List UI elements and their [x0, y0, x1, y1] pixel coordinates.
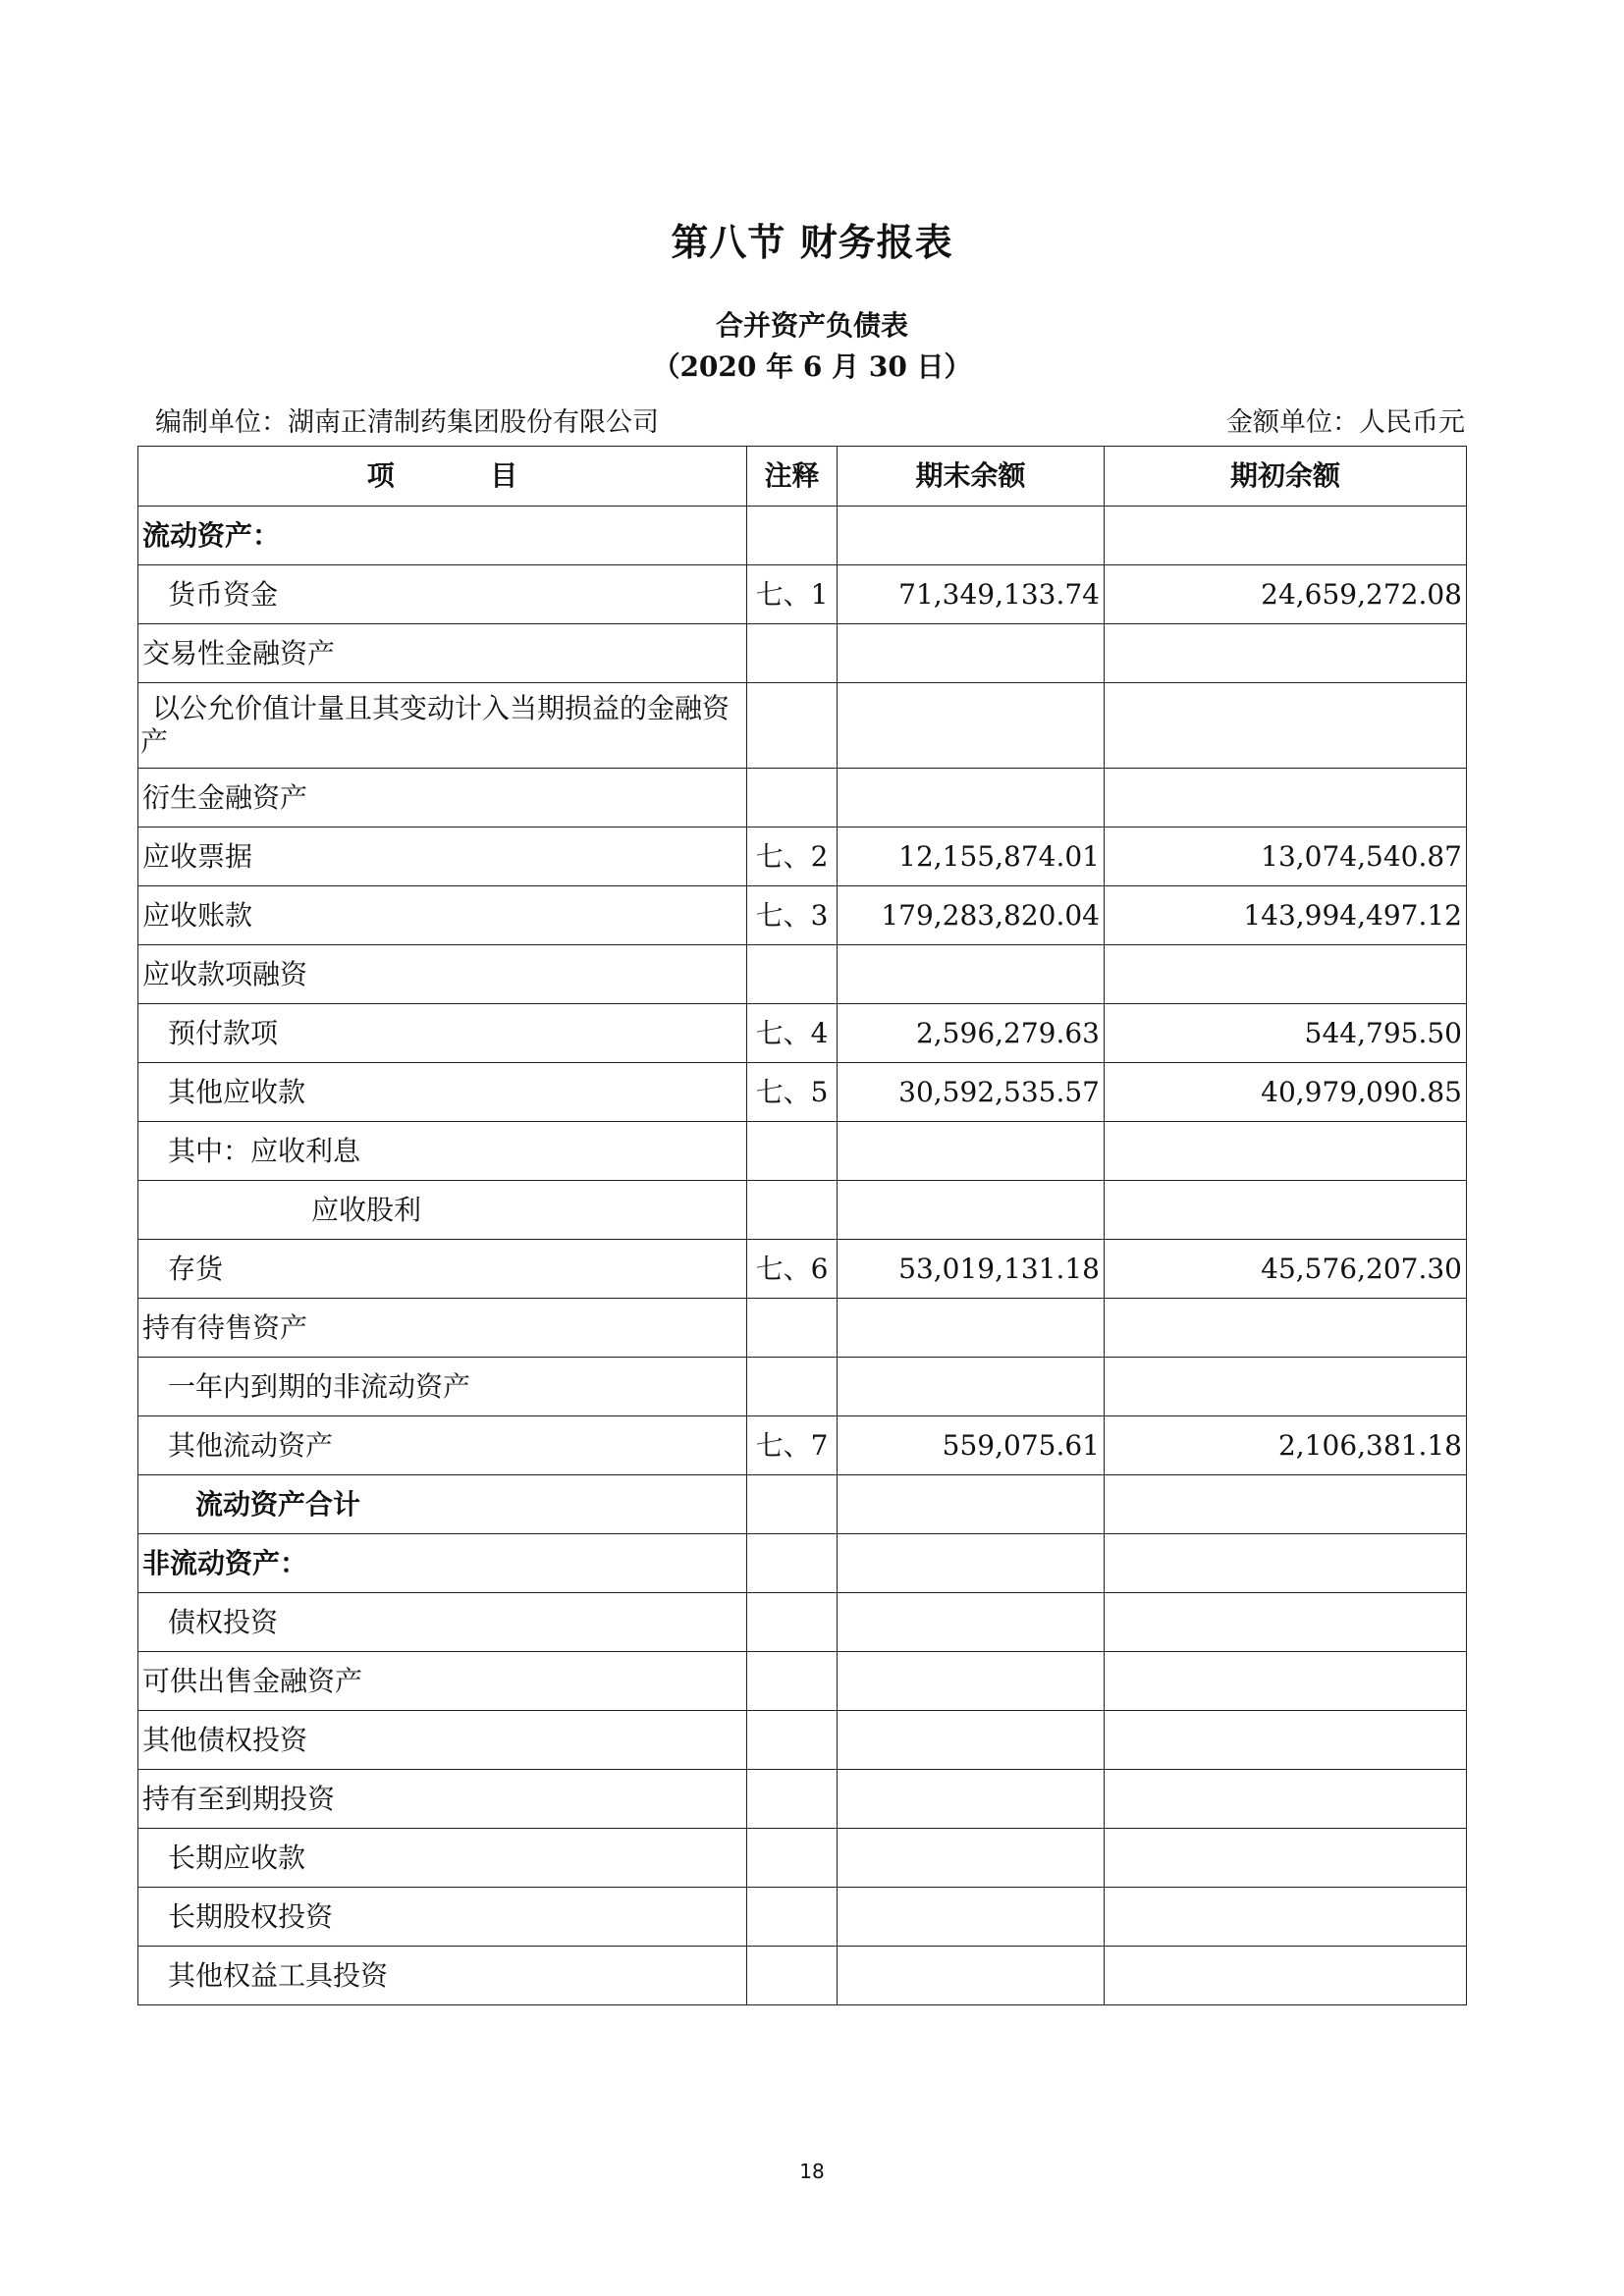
compiler-label: 编制单位：湖南正清制药集团股份有限公司 — [155, 407, 659, 438]
row-end-balance — [838, 1122, 1105, 1181]
row-note — [747, 1829, 838, 1888]
table-row — [138, 683, 1467, 769]
row-item: 债权投资 — [138, 1593, 747, 1652]
row-item: 以公允价值计量且其变动计入当期损益的金融资产 — [138, 683, 747, 769]
row-end-balance — [838, 769, 1105, 828]
row-begin-balance — [1105, 1181, 1467, 1240]
row-begin-balance — [1105, 1358, 1467, 1416]
row-begin-balance — [1105, 1652, 1467, 1711]
row-end-balance — [838, 1770, 1105, 1829]
row-begin-balance — [1105, 1534, 1467, 1593]
page-number: 18 — [799, 2160, 825, 2183]
row-note — [747, 1593, 838, 1652]
row-end-balance — [838, 1888, 1105, 1947]
table-row — [138, 769, 1467, 828]
table-row — [138, 1770, 1467, 1829]
row-note — [747, 1299, 838, 1358]
row-item: 长期股权投资 — [138, 1888, 747, 1947]
table-row — [138, 1299, 1467, 1358]
row-note — [747, 1534, 838, 1593]
row-note — [747, 769, 838, 828]
row-note: 七、4 — [747, 1004, 838, 1063]
row-item: 应收股利 — [138, 1181, 747, 1240]
row-item: 一年内到期的非流动资产 — [138, 1358, 747, 1416]
row-note — [747, 683, 838, 769]
row-item: 持有待售资产 — [138, 1299, 747, 1358]
row-end-balance — [838, 1181, 1105, 1240]
row-begin-balance — [1105, 624, 1467, 683]
row-item: 其他流动资产 — [138, 1416, 747, 1475]
row-end-balance — [838, 1475, 1105, 1534]
row-end-balance — [838, 1299, 1105, 1358]
row-item: 应收账款 — [138, 886, 747, 945]
row-begin-balance — [1105, 1122, 1467, 1181]
row-note — [747, 1181, 838, 1240]
row-end-balance: 179,283,820.04 — [838, 886, 1105, 945]
document-title: 合并资产负债表 — [715, 309, 908, 342]
header-note: 注释 — [747, 447, 838, 507]
currency-unit-label: 金额单位：人民币元 — [1226, 407, 1465, 438]
row-note — [747, 945, 838, 1004]
row-begin-balance: 45,576,207.30 — [1105, 1240, 1467, 1299]
row-item: 其他权益工具投资 — [138, 1947, 747, 2005]
row-end-balance — [838, 683, 1105, 769]
document-date: （2020 年 6 月 30 日） — [652, 350, 972, 383]
row-begin-balance — [1105, 1947, 1467, 2005]
table-row — [138, 1004, 1467, 1063]
row-item: 应收票据 — [138, 828, 747, 886]
table-row — [138, 624, 1467, 683]
row-item: 长期应收款 — [138, 1829, 747, 1888]
row-end-balance — [838, 1358, 1105, 1416]
row-item: 其他债权投资 — [138, 1711, 747, 1770]
balance-sheet-table — [137, 446, 1467, 2005]
row-note: 七、2 — [747, 828, 838, 886]
table-row — [138, 1240, 1467, 1299]
table-row — [138, 886, 1467, 945]
row-end-balance — [838, 1947, 1105, 2005]
row-note — [747, 1888, 838, 1947]
row-end-balance: 53,019,131.18 — [838, 1240, 1105, 1299]
table-row — [138, 828, 1467, 886]
row-note — [747, 1770, 838, 1829]
row-item: 可供出售金融资产 — [138, 1652, 747, 1711]
row-note — [747, 1711, 838, 1770]
row-begin-balance — [1105, 1299, 1467, 1358]
row-item: 其中：应收利息 — [138, 1122, 747, 1181]
table-row — [138, 1652, 1467, 1711]
row-end-balance — [838, 1593, 1105, 1652]
row-item: 货币资金 — [138, 565, 747, 624]
row-note — [747, 1652, 838, 1711]
row-note — [747, 1122, 838, 1181]
row-end-balance: 30,592,535.57 — [838, 1063, 1105, 1122]
row-begin-balance — [1105, 1829, 1467, 1888]
table-row — [138, 1593, 1467, 1652]
row-end-balance: 12,155,874.01 — [838, 828, 1105, 886]
row-end-balance: 559,075.61 — [838, 1416, 1105, 1475]
row-begin-balance — [1105, 945, 1467, 1004]
row-begin-balance — [1105, 1770, 1467, 1829]
table-row — [138, 1122, 1467, 1181]
row-end-balance — [838, 1652, 1105, 1711]
table-row — [138, 1534, 1467, 1593]
row-end-balance — [838, 945, 1105, 1004]
table-header-row — [138, 447, 1467, 507]
table-row — [138, 507, 1467, 565]
row-end-balance — [838, 1711, 1105, 1770]
row-end-balance — [838, 1534, 1105, 1593]
row-note — [747, 1475, 838, 1534]
row-end-balance — [838, 624, 1105, 683]
row-note: 七、6 — [747, 1240, 838, 1299]
header-begin-balance: 期初余额 — [1105, 447, 1467, 507]
table-row — [138, 1416, 1467, 1475]
table-row — [138, 1475, 1467, 1534]
row-begin-balance — [1105, 683, 1467, 769]
section-title: 第八节 财务报表 — [671, 220, 953, 264]
row-note: 七、5 — [747, 1063, 838, 1122]
row-begin-balance — [1105, 769, 1467, 828]
row-begin-balance — [1105, 1888, 1467, 1947]
row-note — [747, 507, 838, 565]
row-note — [747, 1358, 838, 1416]
table-row — [138, 1358, 1467, 1416]
row-note: 七、7 — [747, 1416, 838, 1475]
table-row — [138, 945, 1467, 1004]
row-begin-balance: 13,074,540.87 — [1105, 828, 1467, 886]
row-item: 存货 — [138, 1240, 747, 1299]
table-row — [138, 1829, 1467, 1888]
row-note: 七、3 — [747, 886, 838, 945]
row-item: 衍生金融资产 — [138, 769, 747, 828]
row-item: 应收款项融资 — [138, 945, 747, 1004]
row-end-balance — [838, 1829, 1105, 1888]
row-item: 交易性金融资产 — [138, 624, 747, 683]
row-begin-balance: 40,979,090.85 — [1105, 1063, 1467, 1122]
row-begin-balance — [1105, 507, 1467, 565]
table-row — [138, 565, 1467, 624]
row-end-balance — [838, 507, 1105, 565]
row-begin-balance: 24,659,272.08 — [1105, 565, 1467, 624]
row-begin-balance — [1105, 1593, 1467, 1652]
table-row — [138, 1063, 1467, 1122]
row-item: 非流动资产： — [138, 1534, 747, 1593]
row-note — [747, 1947, 838, 2005]
table-row — [138, 1947, 1467, 2005]
row-note — [747, 624, 838, 683]
row-end-balance: 71,349,133.74 — [838, 565, 1105, 624]
table-row — [138, 1181, 1467, 1240]
header-end-balance: 期末余额 — [838, 447, 1105, 507]
row-end-balance: 2,596,279.63 — [838, 1004, 1105, 1063]
row-item: 预付款项 — [138, 1004, 747, 1063]
row-item: 流动资产： — [138, 507, 747, 565]
row-begin-balance: 2,106,381.18 — [1105, 1416, 1467, 1475]
header-item: 项 目 — [138, 447, 747, 507]
row-note: 七、1 — [747, 565, 838, 624]
row-begin-balance: 143,994,497.12 — [1105, 886, 1467, 945]
row-begin-balance — [1105, 1475, 1467, 1534]
row-begin-balance: 544,795.50 — [1105, 1004, 1467, 1063]
table-row — [138, 1888, 1467, 1947]
table-row — [138, 1711, 1467, 1770]
row-begin-balance — [1105, 1711, 1467, 1770]
row-item: 流动资产合计 — [138, 1475, 747, 1534]
row-item: 其他应收款 — [138, 1063, 747, 1122]
row-item: 持有至到期投资 — [138, 1770, 747, 1829]
